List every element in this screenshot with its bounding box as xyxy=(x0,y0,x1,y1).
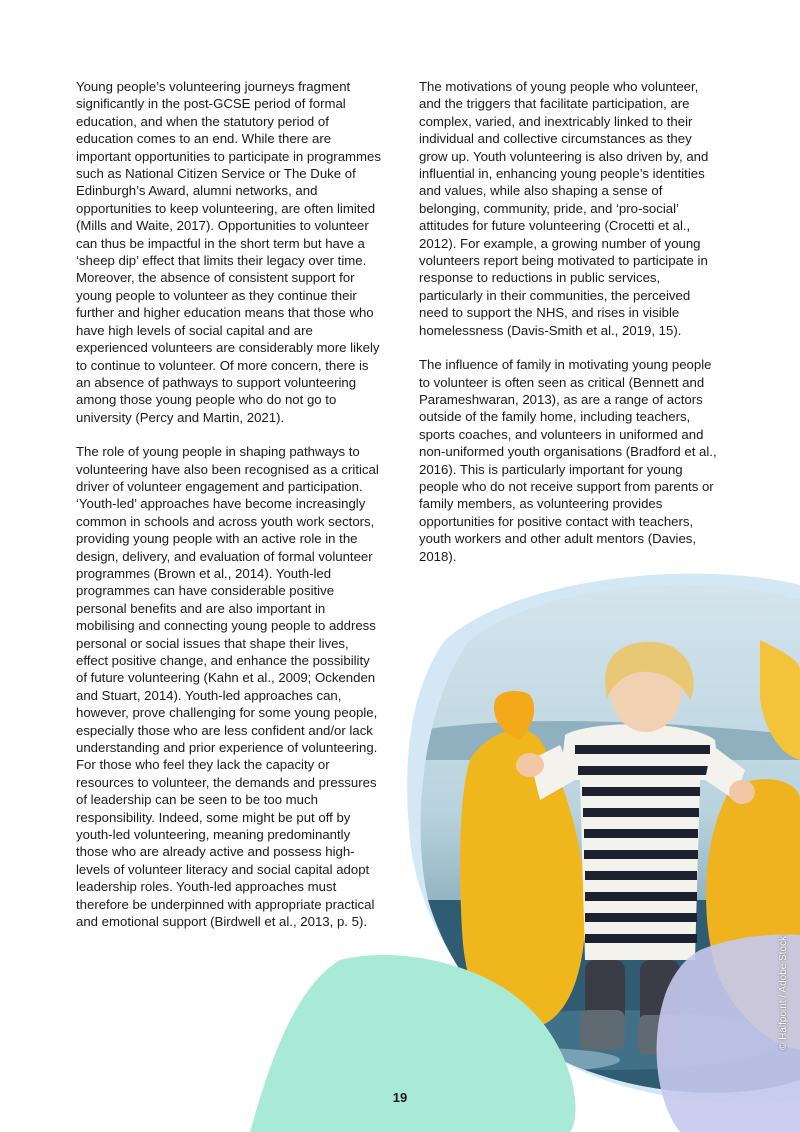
right-paragraph-2: The influence of family in motivating young people to volunteer is often seen as critical (Bennett and Parameshwaran, 2013), as are a range of actors outside of the family home, including teachers, sports coaches, and volunteers in uniformed and non-uniformed youth organisations (Bradford et al., 2016). This is particularly important for young people who do not receive support from parents or family members, as volunteering provides opportunities for positive contact with teachers, youth workers and other adult mentors (Davies, 2018). xyxy=(419,357,717,564)
left-paragraph-1: Young people’s volunteering journeys fragment significantly in the post-GCSE period of formal education, and when the statutory period of education comes to an end. While there are important opportunities to participate in programmes such as National Citizen Service or The Duke of Edinburgh’s Award, alumni networks, and opportunities to keep volunteering, are often limited (Mills and Waite, 2017). Opportunities to volunteer can thus be impactful in the short term but have a ‘sheep dip’ effect that limits their legacy over time. Moreover, the absence of consistent support for young people to volunteer as they continue their further and higher education means that those who have high levels of social capital and are experienced volunteers are considerably more likely to continue to volunteer. Of more concern, there is an absence of pathways to support volunteering among those young people who do not go to university (Percy and Martin, 2021). xyxy=(76,79,381,425)
photo-credit: © Halfpoint / Adobe Stock xyxy=(778,935,789,1050)
left-text-column xyxy=(76,78,381,948)
left-paragraph-2: The role of young people in shaping pathways to volunteering have also been recognised as a critical driver of volunteer engagement and participation. ‘Youth-led’ approaches have become increasingly common in schools and across youth work sectors, providing young people with an active role in the design, delivery, and evaluation of formal volunteer programmes (Brown et al., 2014). Youth-led programmes can have considerable positive personal benefits and are also important in mobilising and connecting young people to address personal or social issues that shape their lives, effect positive change, and enhance the possibility of future volunteering (Kahn et al., 2009; Ockenden and Stuart, 2014). Youth-led approaches can, however, prove challenging for some young people, especially those who are less confident and/or lack understanding and prior experience of volunteering. For those who feel they lack the capacity or resources to volunteer, the demands and pressures of leadership can be seen to be too much responsibility. Indeed, some might be put off by youth-led volunteering, meaning predominantly those who are already active and possess high-levels of volunteer literacy and social capital adopt leadership roles. Youth-led approaches must therefore be underpinned with appropriate practical and emotional support (Birdwell et al., 2013, p. 5). xyxy=(76,444,379,930)
page-number: 19 xyxy=(392,1090,408,1105)
right-paragraph-1: The motivations of young people who volunteer, and the triggers that facilitate participation, are complex, varied, and inextricably linked to their individual and collective circumstances as they grow up. Youth volunteering is also driven by, and influential in, enhancing young people’s identities and values, while also shaping a sense of belonging, community, pride, and ‘pro-social’ attitudes for future volunteering (Crocetti et al., 2012). For example, a growing number of young volunteers report being motivated to participate in response to reductions in public services, particularly in their communities, the perceived need to support the NHS, and rises in visible homelessness (Davis-Smith et al., 2019, 15). xyxy=(419,79,709,338)
right-text-column xyxy=(419,78,721,582)
